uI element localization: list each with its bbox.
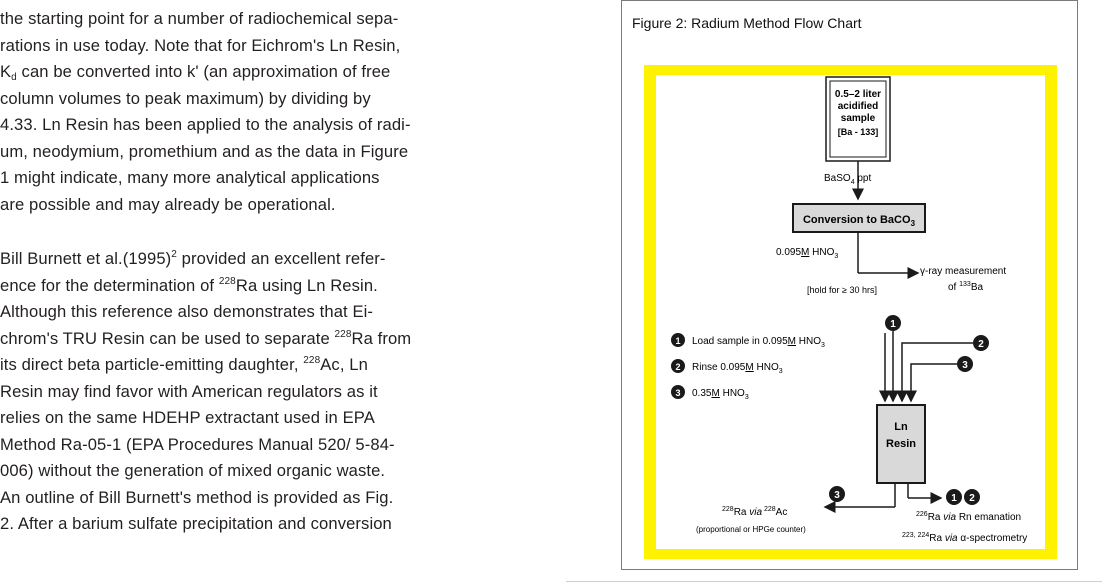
svg-text:3: 3: [834, 490, 840, 501]
baso4-label: BaSO$_4$ ppt: [824, 173, 872, 186]
svg-text:2: 2: [978, 339, 984, 350]
sample-line: [Ba - 133]: [837, 127, 879, 137]
divider: [566, 581, 1102, 582]
text-line: Bill Burnett et $al.(1995)^2$ provided an excellent refer-: [0, 249, 386, 268]
flow-chart: [656, 75, 1045, 549]
svg-text:2: 2: [675, 362, 681, 372]
output-left-label: $^{228}$Ra via $^{228}$Ac: [722, 506, 788, 518]
svg-text:1: 1: [675, 336, 681, 346]
text-line: are possible and may already be operational.: [0, 194, 336, 214]
text-line: Resin may find favor with American regulators as it: [0, 381, 378, 401]
text-line: um, neodymium, promethium and as the data in Figure: [0, 141, 409, 161]
step-text: Load sample in 0.095M $HNO_3$: [692, 336, 825, 349]
text-line: 4.33. Ln Resin has been applied to the analysis of radi-: [0, 115, 411, 134]
gamma-label-1: γ-ray measurement: [920, 266, 1007, 277]
text-line: the starting point for a number of radiochemical sepa-: [0, 9, 399, 28]
text-line: $K_d$ can be converted into k' (an approximation of free: [0, 62, 391, 83]
output-right-label-1: $^{226}$Ra via Rn emanation: [916, 511, 1022, 523]
step-list: [671, 333, 825, 401]
text-line: 1 might indicate, many more analytical applications: [0, 168, 380, 187]
svg-text:3: 3: [675, 388, 681, 398]
sample-line: sample: [840, 113, 876, 124]
svg-text:1: 1: [951, 493, 957, 504]
text-line: 2. After a barium sulfate precipitation and conversion: [0, 514, 392, 533]
sample-line: acidified: [837, 101, 879, 112]
text-line: chrom's TRU Resin can be used to separate $^{228}$Ra from: [0, 328, 412, 348]
text-line: Although this reference also demonstrates that Ei-: [0, 302, 374, 321]
text-line: rations in use today. Note that for Eichrom's Ln Resin,: [0, 35, 401, 55]
sample-box: [826, 77, 890, 161]
flow-arrow: [902, 343, 973, 401]
text-line: column volumes to peak maximum) by dividing by: [0, 88, 371, 108]
gamma-label-2: of $^{133}$Ba: [948, 281, 984, 293]
text-line: 006) without the generation of mixed organic waste.: [0, 461, 386, 480]
step-text: Rinse 0.095M $HNO_3$: [692, 362, 783, 375]
hno3-wash-label: 0.095M $HNO_3$: [776, 247, 839, 260]
hold-label: [hold for ≥ 30 hrs]: [807, 285, 877, 295]
text-line: Method Ra-05-1 (EPA Procedures Manual 520/ 5-84-: [0, 434, 395, 454]
conversion-label: Conversion to BaCO$_3$: [802, 214, 916, 228]
conversion-box: [793, 204, 925, 232]
sample-line: 0.5–2 liter: [834, 89, 882, 100]
figure-title: Figure 2: Radium Method Flow Chart: [632, 15, 862, 31]
text-line: relies on the same HDEHP extractant used in EPA: [0, 408, 375, 427]
svg-text:2: 2: [969, 493, 975, 504]
step-text: 0.35M $HNO_3$: [692, 388, 749, 401]
ln-resin-column: [877, 405, 925, 483]
text-line: its direct beta particle-emitting daughter, $^{228}$Ac, Ln: [0, 355, 368, 374]
figure-yellow-border: [644, 65, 1057, 559]
svg-text:1: 1: [890, 319, 896, 330]
flow-chart-svg: [656, 75, 1045, 549]
output-right-label-2: $^{223, 224}$Ra via α-spectrometry: [902, 532, 1028, 544]
flow-arrow: [911, 364, 957, 401]
text-line: ence for the determination of $^{228}$Ra using Ln Resin.: [0, 275, 378, 295]
output-left-note: (proportional or HPGe counter): [696, 525, 806, 534]
figure-panel: [621, 0, 1078, 570]
svg-text:Resin: Resin: [886, 438, 916, 450]
svg-text:Ln: Ln: [894, 421, 908, 433]
svg-text:3: 3: [962, 360, 968, 371]
body-text-column: [0, 0, 546, 538]
text-line: An outline of Bill Burnett's method is provided as Fig.: [0, 487, 394, 507]
